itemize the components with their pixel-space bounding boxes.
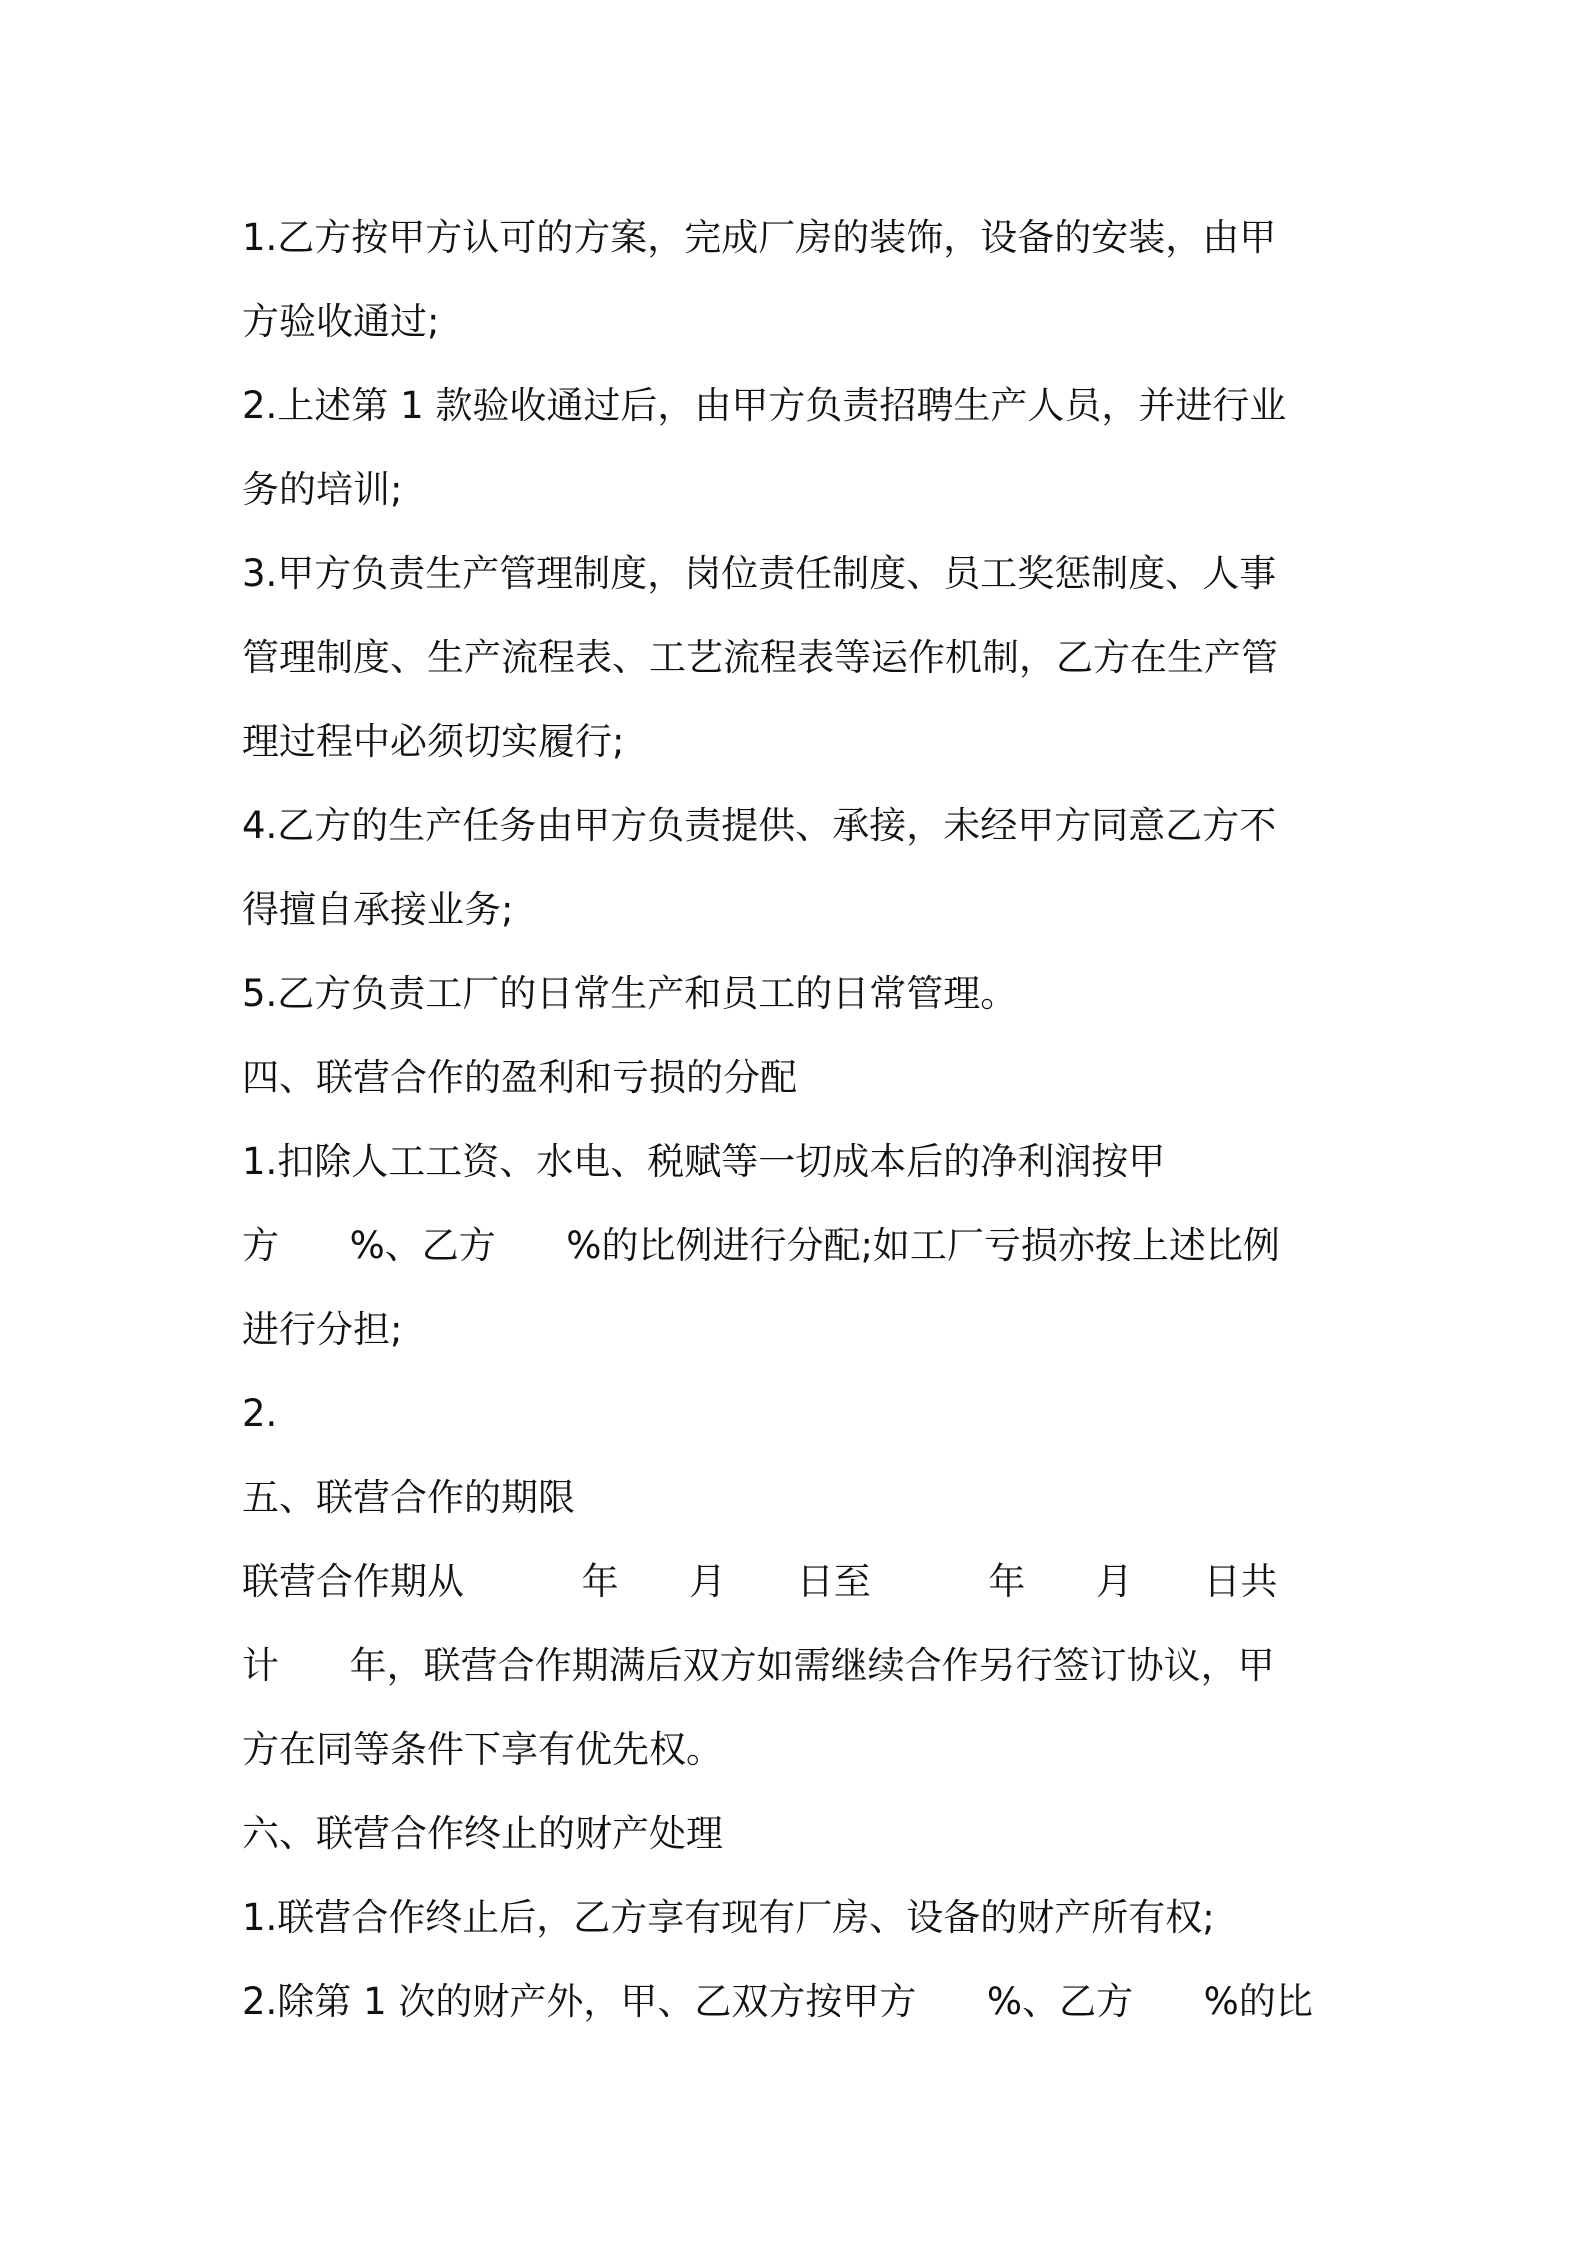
text-line: 计 年，联营合作期满后双方如需继续合作另行签订协议，甲 xyxy=(242,1644,1275,1687)
text-line: 5.乙方负责工厂的日常生产和员工的日常管理。 xyxy=(242,972,1018,1015)
text-line: 管理制度、生产流程表、工艺流程表等运作机制，乙方在生产管 xyxy=(242,636,1278,679)
section-heading: 六、联营合作终止的财产处理 xyxy=(242,1812,723,1855)
text-line: 务的培训; xyxy=(242,468,403,511)
text-line: 1.联营合作终止后，乙方享有现有厂房、设备的财产所有权; xyxy=(242,1896,1215,1939)
section-heading: 五、联营合作的期限 xyxy=(242,1476,575,1519)
text-line: 联营合作期从 年 月 日至 年 月 日共 xyxy=(242,1560,1278,1603)
text-line: 2.上述第 1 款验收通过后，由甲方负责招聘生产人员，并进行业 xyxy=(242,384,1287,427)
text-line: 方在同等条件下享有优先权。 xyxy=(242,1728,723,1771)
text-line: 得擅自承接业务; xyxy=(242,888,514,931)
text-line: 理过程中必须切实履行; xyxy=(242,720,625,763)
text-line: 2. xyxy=(242,1392,278,1435)
document-body xyxy=(242,196,1352,2044)
text-line: 3.甲方负责生产管理制度，岗位责任制度、员工奖惩制度、人事 xyxy=(242,552,1277,595)
section-heading: 四、联营合作的盈利和亏损的分配 xyxy=(242,1056,797,1099)
text-line: 2.除第 1 次的财产外，甲、乙双方按甲方 %、乙方 %的比 xyxy=(242,1980,1313,2023)
text-line: 方 %、乙方 %的比例进行分配;如工厂亏损亦按上述比例 xyxy=(242,1224,1280,1267)
text-line: 方验收通过; xyxy=(242,300,440,343)
text-line: 进行分担; xyxy=(242,1308,403,1351)
text-line: 1.乙方按甲方认可的方案，完成厂房的装饰，设备的安装，由甲 xyxy=(242,216,1277,259)
text-line: 1.扣除人工工资、水电、税赋等一切成本后的净利润按甲 xyxy=(242,1140,1166,1183)
text-line: 4.乙方的生产任务由甲方负责提供、承接，未经甲方同意乙方不 xyxy=(242,804,1277,847)
